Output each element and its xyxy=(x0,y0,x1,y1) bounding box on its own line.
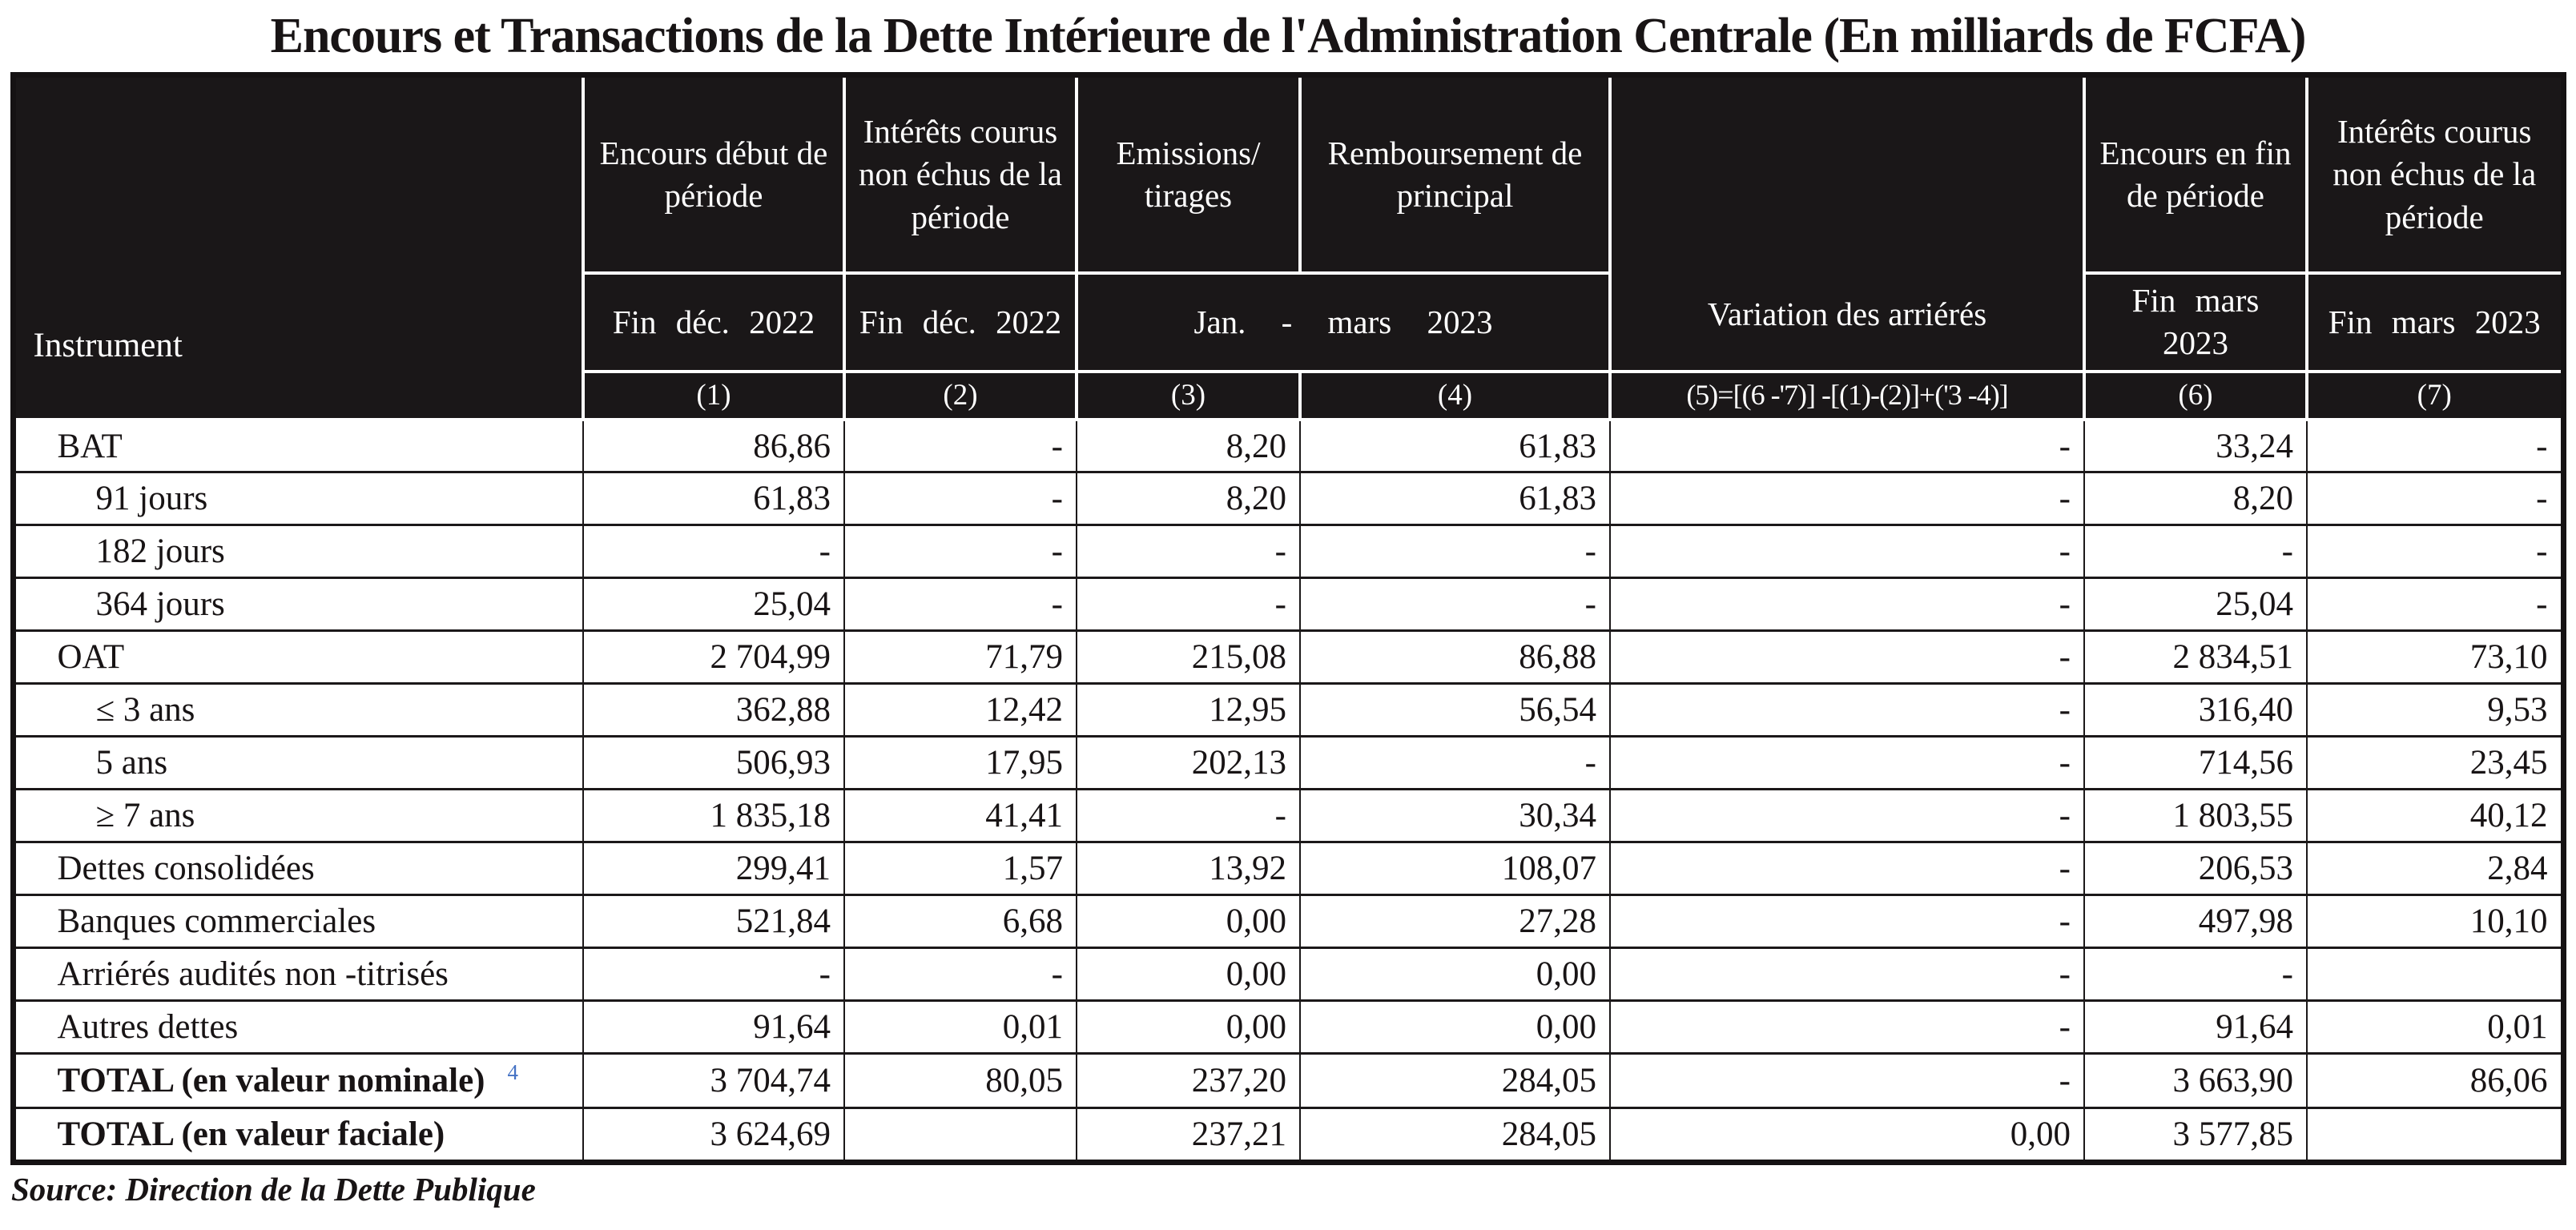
cell-value: 316,40 xyxy=(2084,684,2307,737)
table-row xyxy=(13,1001,2563,1054)
cell-value: 25,04 xyxy=(583,578,844,631)
row-label-text: OAT xyxy=(57,638,125,677)
cell-value: - xyxy=(1077,525,1300,578)
cell-value: 61,83 xyxy=(583,472,844,525)
row-label-text: TOTAL (en valeur nominale) xyxy=(57,1062,485,1100)
subheader-fin-dec-2022-col2: Fin déc. 2022 xyxy=(844,273,1077,372)
colnum-4: (4) xyxy=(1300,372,1610,420)
cell-value: 27,28 xyxy=(1300,895,1610,948)
row-label-text: Dettes consolidées xyxy=(57,850,315,888)
cell-value: 237,21 xyxy=(1077,1108,1300,1163)
row-label-text: TOTAL (en valeur faciale) xyxy=(57,1115,445,1154)
row-label-text: 5 ans xyxy=(95,744,168,782)
cell-value: - xyxy=(1610,472,2084,525)
cell-value: 71,79 xyxy=(844,631,1077,684)
row-label-text: Arriérés audités non -titrisés xyxy=(57,955,449,994)
table-header xyxy=(13,74,2563,420)
source-note: Source: Direction de la Dette Publique xyxy=(11,1171,536,1208)
row-label xyxy=(13,1001,583,1054)
cell-value: 13,92 xyxy=(1077,842,1300,895)
cell-value: 25,04 xyxy=(2084,578,2307,631)
table-row xyxy=(13,525,2563,578)
table-row xyxy=(13,684,2563,737)
row-label-text: ≤ 3 ans xyxy=(95,691,195,730)
row-label xyxy=(13,684,583,737)
cell-value: 56,54 xyxy=(1300,684,1610,737)
table-row xyxy=(13,1054,2563,1108)
cell-value: 0,00 xyxy=(1077,1001,1300,1054)
subheader-fin-dec-2022-col1: Fin déc. 2022 xyxy=(583,273,844,372)
row-label xyxy=(13,737,583,790)
cell-value: 714,56 xyxy=(2084,737,2307,790)
colnum-6: (6) xyxy=(2084,372,2307,420)
page-title: Encours et Transactions de la Dette Intérieure de l'Administration Centrale (En milliards de FCFA) xyxy=(270,9,2306,63)
table-row xyxy=(13,948,2563,1001)
footnote-marker: 4 xyxy=(507,1059,518,1084)
row-label xyxy=(13,525,583,578)
cell-value: 506,93 xyxy=(583,737,844,790)
cell-value: 6,68 xyxy=(844,895,1077,948)
cell-value: 40,12 xyxy=(2307,790,2563,842)
cell-value: - xyxy=(1610,525,2084,578)
cell-value: 521,84 xyxy=(583,895,844,948)
table-row xyxy=(13,578,2563,631)
cell-value: 86,88 xyxy=(1300,631,1610,684)
cell-value: 8,20 xyxy=(2084,472,2307,525)
row-label xyxy=(13,631,583,684)
cell-value: 362,88 xyxy=(583,684,844,737)
cell-value: 2 834,51 xyxy=(2084,631,2307,684)
cell-value: 2,84 xyxy=(2307,842,2563,895)
cell-value: 61,83 xyxy=(1300,472,1610,525)
cell-value xyxy=(2307,948,2563,1001)
row-label xyxy=(13,1108,583,1163)
cell-value: - xyxy=(1300,525,1610,578)
cell-value: 108,07 xyxy=(1300,842,1610,895)
cell-value: - xyxy=(583,948,844,1001)
cell-value: 91,64 xyxy=(583,1001,844,1054)
cell-value: - xyxy=(1610,842,2084,895)
debt-table xyxy=(10,72,2566,1166)
cell-value: - xyxy=(844,948,1077,1001)
colnum-7: (7) xyxy=(2307,372,2563,420)
cell-value: 10,10 xyxy=(2307,895,2563,948)
cell-value: 1 803,55 xyxy=(2084,790,2307,842)
cell-value: - xyxy=(1610,948,2084,1001)
cell-value: 497,98 xyxy=(2084,895,2307,948)
cell-value: 2 704,99 xyxy=(583,631,844,684)
cell-value xyxy=(2307,1108,2563,1163)
col-header-remboursement: Remboursement de principal xyxy=(1300,74,1610,273)
cell-value: - xyxy=(844,578,1077,631)
row-label-text: Banques commerciales xyxy=(57,902,376,941)
cell-value: 91,64 xyxy=(2084,1001,2307,1054)
row-label xyxy=(13,842,583,895)
cell-value: 80,05 xyxy=(844,1054,1077,1108)
cell-value: 1,57 xyxy=(844,842,1077,895)
subheader-fin-mars-2023-col6: Fin mars 2023 xyxy=(2084,273,2307,372)
row-label-text: 91 jours xyxy=(95,480,208,518)
cell-value: 23,45 xyxy=(2307,737,2563,790)
cell-value: 299,41 xyxy=(583,842,844,895)
cell-value: - xyxy=(1610,420,2084,472)
cell-value: 215,08 xyxy=(1077,631,1300,684)
cell-value: 12,95 xyxy=(1077,684,1300,737)
col-header-interets-courus-1: Intérêts courus non échus de la période xyxy=(844,74,1077,273)
cell-value: - xyxy=(2084,525,2307,578)
cell-value: 237,20 xyxy=(1077,1054,1300,1108)
cell-value: - xyxy=(2307,578,2563,631)
row-label-text: 182 jours xyxy=(95,533,225,571)
cell-value: 41,41 xyxy=(844,790,1077,842)
cell-value: - xyxy=(844,472,1077,525)
row-label xyxy=(13,948,583,1001)
table-row xyxy=(13,1108,2563,1163)
cell-value: 0,01 xyxy=(844,1001,1077,1054)
table-row xyxy=(13,790,2563,842)
cell-value: 284,05 xyxy=(1300,1054,1610,1108)
cell-value: 9,53 xyxy=(2307,684,2563,737)
cell-value: 3 663,90 xyxy=(2084,1054,2307,1108)
subheader-jan-mars-2023: Jan. - mars 2023 xyxy=(1077,273,1610,372)
colnum-5-formula: (5)=[(6 -'7)] -[(1)-(2)]+('3 -4)] xyxy=(1610,372,2084,420)
cell-value: 86,06 xyxy=(2307,1054,2563,1108)
row-label-text: Autres dettes xyxy=(57,1008,239,1047)
cell-value: 0,00 xyxy=(1077,948,1300,1001)
cell-value: 0,01 xyxy=(2307,1001,2563,1054)
cell-value: - xyxy=(2307,420,2563,472)
cell-value: 61,83 xyxy=(1300,420,1610,472)
col-header-variation-arrieres: Variation des arriérés xyxy=(1610,74,2084,372)
cell-value: - xyxy=(1610,1001,2084,1054)
cell-value: 284,05 xyxy=(1300,1108,1610,1163)
cell-value: - xyxy=(1610,790,2084,842)
table-row xyxy=(13,472,2563,525)
col-header-interets-courus-2: Intérêts courus non échus de la période xyxy=(2307,74,2563,273)
row-label xyxy=(13,472,583,525)
table-row xyxy=(13,842,2563,895)
cell-value: 0,00 xyxy=(1300,1001,1610,1054)
cell-value: 86,86 xyxy=(583,420,844,472)
cell-value: - xyxy=(2307,525,2563,578)
cell-value: 30,34 xyxy=(1300,790,1610,842)
cell-value: 33,24 xyxy=(2084,420,2307,472)
cell-value xyxy=(844,1108,1077,1163)
cell-value: - xyxy=(844,525,1077,578)
cell-value: 202,13 xyxy=(1077,737,1300,790)
cell-value: - xyxy=(2084,948,2307,1001)
cell-value: - xyxy=(2307,472,2563,525)
table-row xyxy=(13,631,2563,684)
row-label xyxy=(13,420,583,472)
cell-value: - xyxy=(1077,790,1300,842)
row-label xyxy=(13,790,583,842)
col-header-encours-debut: Encours début de période xyxy=(583,74,844,273)
cell-value: 12,42 xyxy=(844,684,1077,737)
colnum-2: (2) xyxy=(844,372,1077,420)
cell-value: 17,95 xyxy=(844,737,1077,790)
cell-value: 206,53 xyxy=(2084,842,2307,895)
table-row xyxy=(13,895,2563,948)
subheader-fin-mars-2023-col7: Fin mars 2023 xyxy=(2307,273,2563,372)
cell-value: - xyxy=(844,420,1077,472)
row-label-text: ≥ 7 ans xyxy=(95,797,195,835)
cell-value: - xyxy=(1610,1054,2084,1108)
cell-value: - xyxy=(1610,895,2084,948)
cell-value: 1 835,18 xyxy=(583,790,844,842)
col-header-instrument: Instrument xyxy=(13,74,583,420)
row-label xyxy=(13,578,583,631)
table-row xyxy=(13,737,2563,790)
col-header-emissions-tirages: Emissions/ tirages xyxy=(1077,74,1300,273)
cell-value: 73,10 xyxy=(2307,631,2563,684)
table-body xyxy=(13,420,2563,1163)
cell-value: 0,00 xyxy=(1077,895,1300,948)
colnum-3: (3) xyxy=(1077,372,1300,420)
cell-value: - xyxy=(1610,684,2084,737)
table-row xyxy=(13,420,2563,472)
cell-value: 3 577,85 xyxy=(2084,1108,2307,1163)
cell-value: 8,20 xyxy=(1077,420,1300,472)
cell-value: - xyxy=(1300,578,1610,631)
row-label-text: 364 jours xyxy=(95,585,225,624)
cell-value: - xyxy=(1610,631,2084,684)
cell-value: - xyxy=(1610,578,2084,631)
cell-value: 8,20 xyxy=(1077,472,1300,525)
colnum-1: (1) xyxy=(583,372,844,420)
cell-value: - xyxy=(1610,737,2084,790)
cell-value: - xyxy=(583,525,844,578)
row-label xyxy=(13,1054,583,1108)
row-label xyxy=(13,895,583,948)
row-label-text: BAT xyxy=(57,427,123,465)
cell-value: - xyxy=(1077,578,1300,631)
cell-value: - xyxy=(1300,737,1610,790)
cell-value: 3 624,69 xyxy=(583,1108,844,1163)
cell-value: 0,00 xyxy=(1300,948,1610,1001)
col-header-encours-fin: Encours en fin de période xyxy=(2084,74,2307,273)
cell-value: 0,00 xyxy=(1610,1108,2084,1163)
cell-value: 3 704,74 xyxy=(583,1054,844,1108)
